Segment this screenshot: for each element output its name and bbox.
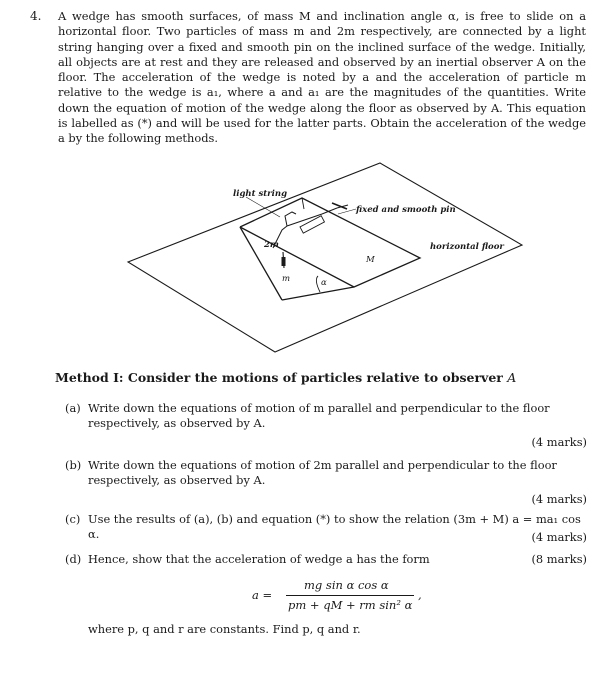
formula-comma: ,	[418, 588, 422, 602]
part-d-text: Hence, show that the acceleration of wedge a has the form	[88, 552, 430, 566]
label-2m: 2m	[264, 240, 279, 250]
part-c-marks: (4 marks)	[531, 530, 587, 544]
method-observer: A	[507, 370, 517, 385]
method-title-text: Method I: Consider the motions of particles relative to observer	[55, 370, 503, 385]
label-light-string: light string	[233, 189, 288, 199]
particle-2m	[300, 216, 324, 233]
where-constants-text: where p, q and r are constants. Find p, q and r.	[88, 622, 361, 636]
part-a-marks: (4 marks)	[531, 435, 587, 449]
part-a-label: (a)	[65, 401, 81, 415]
label-M: M	[366, 255, 375, 265]
part-b-label: (b)	[65, 458, 82, 472]
formula-fraction-bar	[286, 595, 414, 596]
part-c-label: (c)	[65, 512, 81, 526]
label-alpha: α	[321, 278, 327, 288]
part-b-marks: (4 marks)	[531, 492, 587, 506]
question-number: 4.	[30, 9, 42, 23]
angle-arc	[316, 276, 320, 292]
part-d-marks: (8 marks)	[531, 552, 587, 566]
part-a-text: Write down the equations of motion of m parallel and perpendicular to the floor respectively, as observed by A.	[88, 401, 550, 431]
formula-denominator: pm + qM + rm sin² α	[288, 598, 413, 612]
floor-plane	[128, 163, 522, 352]
method-title	[55, 370, 516, 385]
part-c-text: Use the results of (a), (b) and equation (*) to show the relation (3m + M) a = ma₁ cos α.	[88, 512, 581, 542]
label-fixed-pin: fixed and smooth pin	[356, 205, 456, 215]
formula-lhs: a =	[252, 588, 273, 602]
particle-m	[282, 257, 286, 266]
label-m: m	[282, 274, 291, 284]
leader-fixed-pin	[338, 209, 356, 214]
part-d-label: (d)	[65, 552, 82, 566]
label-horizontal-floor: horizontal floor	[430, 242, 504, 252]
formula-numerator: mg sin α cos α	[304, 578, 389, 592]
part-b-text: Write down the equations of motion of 2m parallel and perpendicular to the floor respectively, as observed by A.	[88, 458, 557, 488]
question-intro: A wedge has smooth surfaces, of mass M and inclination angle α, is free to slide on a horizontal floor. Two particles of mass m and 2m respectively, are connected by a light string hanging over a fixed and smooth pin on the inclined surface of the wedge. Initially, all objects are at rest and they are released and observed by an inertial observer A on the floor. The acceleration of the wedge is noted by a and the acceleration of particle m relative to the wedge is a₁, where a and a₁ are the magnitudes of the quantities. Write down the equation of motion of the wedge along the floor as observed by A. This equation is labelled as (*) and will be used for the latter parts. Obtain the acceleration of the wedge a by the following methods.	[58, 9, 586, 146]
